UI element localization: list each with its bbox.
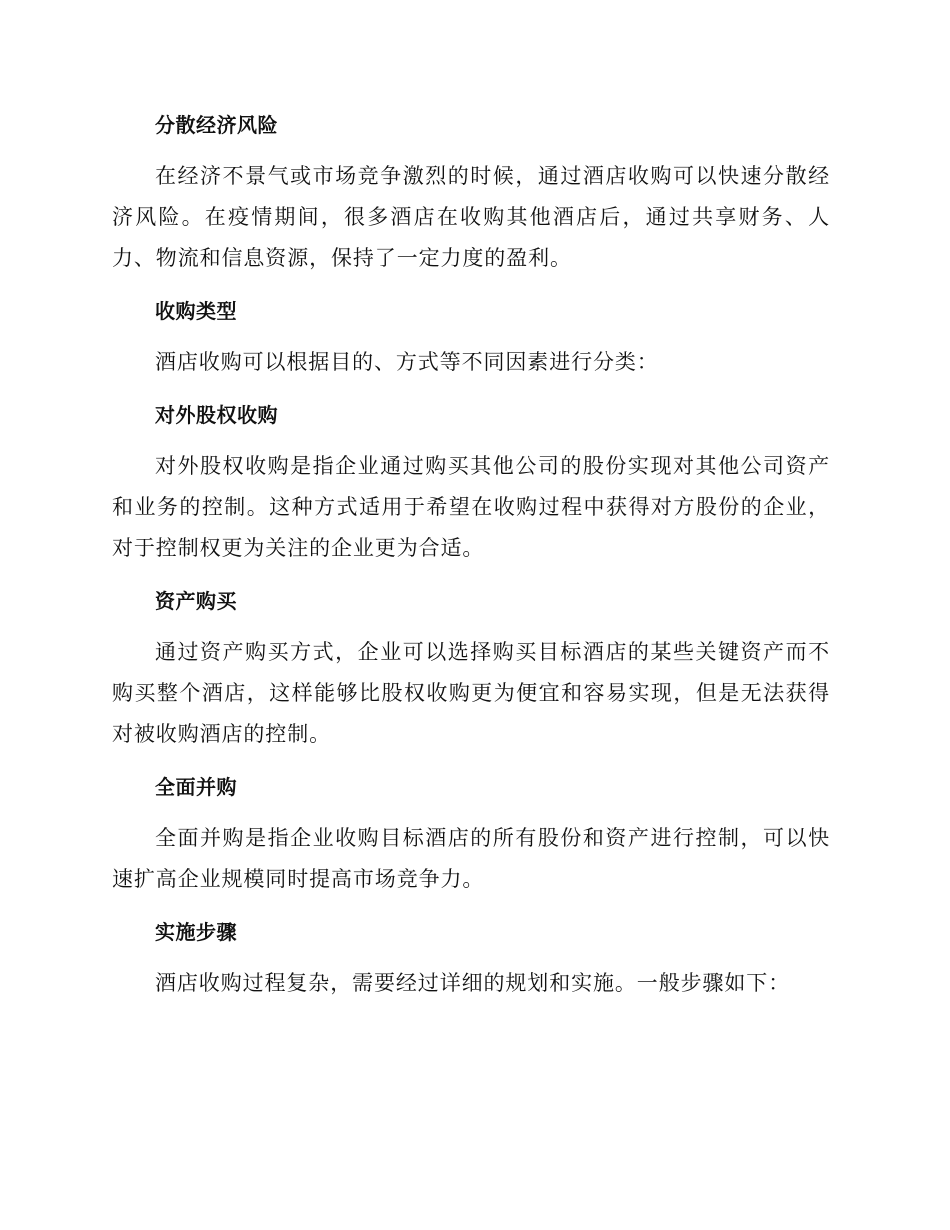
section-heading-acquisition-types: 收购类型 bbox=[155, 299, 237, 323]
section-paragraph-full-merger: 全面并购是指企业收购目标酒店的所有股份和资产进行控制，可以快速扩高企业规模同时提高市场竞争力。 bbox=[112, 826, 830, 891]
section-paragraph-asset-purchase: 通过资产购买方式，企业可以选择购买目标酒店的某些关键资产而不购买整个酒店，这样能够比股权收购更为便宜和容易实现，但是无法获得对被收购酒店的控制。 bbox=[112, 640, 830, 746]
section-heading-asset-purchase: 资产购买 bbox=[155, 589, 237, 613]
section-paragraph-equity-acquisition: 对外股权收购是指企业通过购买其他公司的股份实现对其他公司资产和业务的控制。这种方式适用于希望在收购过程中获得对方股份的企业，对于控制权更为关注的企业更为合适。 bbox=[112, 454, 830, 560]
section-paragraph-diversify-risk: 在经济不景气或市场竞争激烈的时候，通过酒店收购可以快速分散经济风险。在疫情期间，很多酒店在收购其他酒店后，通过共享财务、人力、物流和信息资源，保持了一定力度的盈利。 bbox=[112, 164, 830, 270]
section-paragraph-acquisition-types: 酒店收购可以根据目的、方式等不同因素进行分类： bbox=[155, 350, 659, 374]
section-heading-full-merger: 全面并购 bbox=[155, 775, 237, 799]
section-heading-diversify-risk: 分散经济风险 bbox=[155, 113, 278, 137]
section-heading-equity-acquisition: 对外股权收购 bbox=[155, 403, 278, 427]
section-paragraph-implementation-steps: 酒店收购过程复杂，需要经过详细的规划和实施。一般步骤如下： bbox=[155, 971, 791, 995]
section-heading-implementation-steps: 实施步骤 bbox=[155, 920, 237, 944]
